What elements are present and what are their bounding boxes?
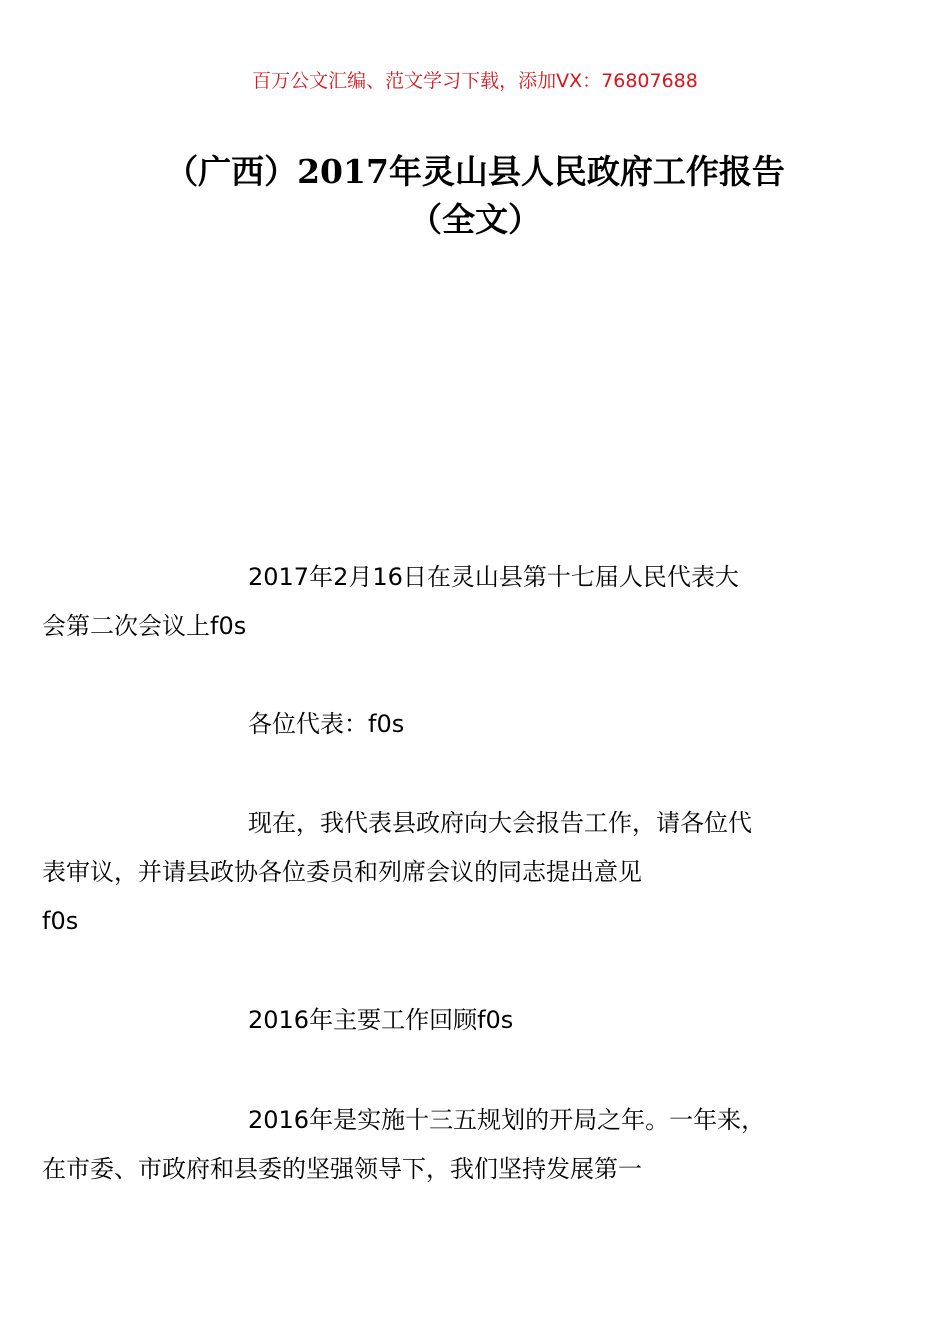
title-line-1: （广西）2017年灵山县人民政府工作报告	[165, 152, 785, 191]
document-title	[120, 148, 830, 244]
paragraph-line: 2017年2月16日在灵山县第十七届人民代表大	[248, 563, 739, 591]
paragraph-3	[42, 799, 810, 946]
paragraph-4	[145, 996, 810, 1045]
header-note: 百万公文汇编、范文学习下载，添加VX：76807688	[252, 70, 698, 92]
paragraph-line: 在市委、市政府和县委的坚强领导下，我们坚持发展第一	[42, 1155, 642, 1183]
title-line-2: （全文）	[409, 200, 541, 239]
paragraph-line: 2016年主要工作回顾f0s	[248, 1006, 514, 1034]
paragraph-line: 各位代表：f0s	[248, 710, 405, 738]
paragraph-2	[145, 700, 810, 749]
paragraph-line: 现在，我代表县政府向大会报告工作，请各位代	[248, 809, 752, 837]
paragraph-5	[42, 1096, 810, 1194]
paragraph-1	[42, 553, 810, 651]
paragraph-line: 表审议，并请县政协各位委员和列席会议的同志提出意见	[42, 858, 642, 886]
paragraph-line: 2016年是实施十三五规划的开局之年。一年来，	[248, 1106, 766, 1134]
paragraph-line: f0s	[42, 907, 79, 935]
paragraph-line: 会第二次会议上f0s	[42, 612, 247, 640]
